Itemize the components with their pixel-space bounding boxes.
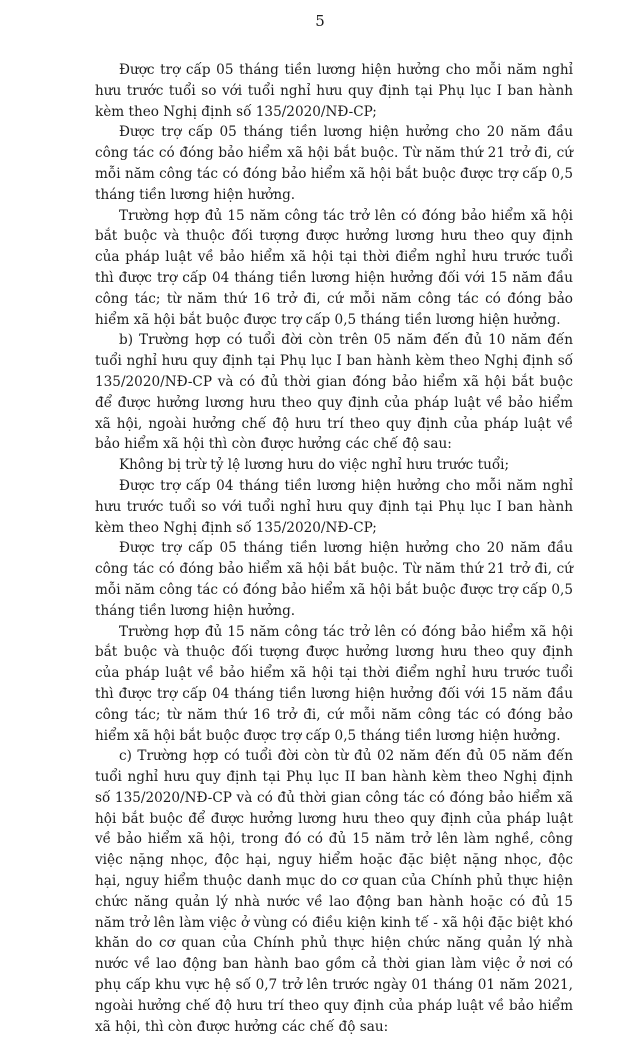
- page-number: 5: [315, 12, 325, 30]
- paragraph: Được trợ cấp 05 tháng tiền lương hiện hưởng cho 20 năm đầu công tác có đóng bảo hiểm xã hội bắt buộc. Từ năm thứ 21 trở đi, cứ mỗi năm công tác có đóng bảo hiểm xã hội bắt buộc được trợ cấp 0,5 tháng tiền lương hiện hưởng.: [95, 124, 573, 203]
- paragraph: Được trợ cấp 05 tháng tiền lương hiện hưởng cho 20 năm đầu công tác có đóng bảo hiểm xã hội bắt buộc. Từ năm thứ 21 trở đi, cứ mỗi năm công tác có đóng bảo hiểm xã hội bắt buộc được trợ cấp 0,5 tháng tiền lương hiện hưởng.: [95, 540, 573, 619]
- paragraph: Được trợ cấp 04 tháng tiền lương hiện hưởng cho mỗi năm nghỉ hưu trước tuổi so với tuổi nghỉ hưu quy định tại Phụ lục I ban hành kèm theo Nghị định số 135/2020/NĐ-CP;: [95, 477, 573, 536]
- paragraph: c) Trường hợp có tuổi đời còn từ đủ 02 năm đến đủ 05 năm đến tuổi nghỉ hưu quy định tại Phụ lục II ban hành kèm theo Nghị định số 135/2020/NĐ-CP và có đủ thời gian công tác có đóng bảo hiểm xã hội bắt buộc để được hưởng lương hưu theo quy định của pháp luật về bảo hiểm xã hội, trong đó có đủ 15 năm trở lên làm nghề, công việc nặng nhọc, độc hại, nguy hiểm hoặc đặc biệt nặng nhọc, độc hại, nguy hiểm thuộc danh mục do cơ quan của Chính phủ thực hiện chức năng quản lý nhà nước về lao động ban hành hoặc có đủ 15 năm trở lên làm việc ở vùng có điều kiện kinh tế - xã hội đặc biệt khó khăn do cơ quan của Chính phủ thực hiện chức năng quản lý nhà nước về lao động ban hành bao gồm cả thời gian làm việc ở nơi có phụ cấp khu vực hệ số 0,7 trở lên trước ngày 01 tháng 01 năm 2021, ngoài hưởng chế độ hưu trí theo quy định của pháp luật về bảo hiểm xã hội, thì còn được hưởng các chế độ sau:: [95, 748, 573, 1035]
- paragraph: Trường hợp đủ 15 năm công tác trở lên có đóng bảo hiểm xã hội bắt buộc và thuộc đối tượng được hưởng lương hưu theo quy định của pháp luật về bảo hiểm xã hội tại thời điểm nghỉ hưu trước tuổi thì được trợ cấp 04 tháng tiền lương hiện hưởng đối với 15 năm đầu công tác; từ năm thứ 16 trở đi, cứ mỗi năm công tác có đóng bảo hiểm xã hội bắt buộc được trợ cấp 0,5 tháng tiền lương hiện hưởng.: [95, 623, 573, 744]
- paragraph: Được trợ cấp 05 tháng tiền lương hiện hưởng cho mỗi năm nghỉ hưu trước tuổi so với tuổi nghỉ hưu quy định tại Phụ lục I ban hành kèm theo Nghị định số 135/2020/NĐ-CP;: [95, 62, 573, 120]
- paragraph: b) Trường hợp có tuổi đời còn trên 05 năm đến đủ 10 năm đến tuổi nghỉ hưu quy định tại Phụ lục I ban hành kèm theo Nghị định số 135/2020/NĐ-CP và có đủ thời gian đóng bảo hiểm xã hội bắt buộc để được hưởng lương hưu theo quy định của pháp luật về bảo hiểm xã hội, ngoài hưởng chế độ hưu trí theo quy định của pháp luật về bảo hiểm xã hội thì còn được hưởng các chế độ sau:: [95, 332, 573, 453]
- document-body: [95, 60, 573, 1037]
- paragraph: Trường hợp đủ 15 năm công tác trở lên có đóng bảo hiểm xã hội bắt buộc và thuộc đối tượng được hưởng lương hưu theo quy định của pháp luật về bảo hiểm xã hội tại thời điểm nghỉ hưu trước tuổi thì được trợ cấp 04 tháng tiền lương hiện hưởng đối với 15 năm đầu công tác; từ năm thứ 16 trở đi, cứ mỗi năm công tác có đóng bảo hiểm xã hội bắt buộc được trợ cấp 0,5 tháng tiền lương hiện hưởng.: [95, 207, 573, 328]
- paragraph: Không bị trừ tỷ lệ lương hưu do việc nghỉ hưu trước tuổi;: [119, 457, 510, 474]
